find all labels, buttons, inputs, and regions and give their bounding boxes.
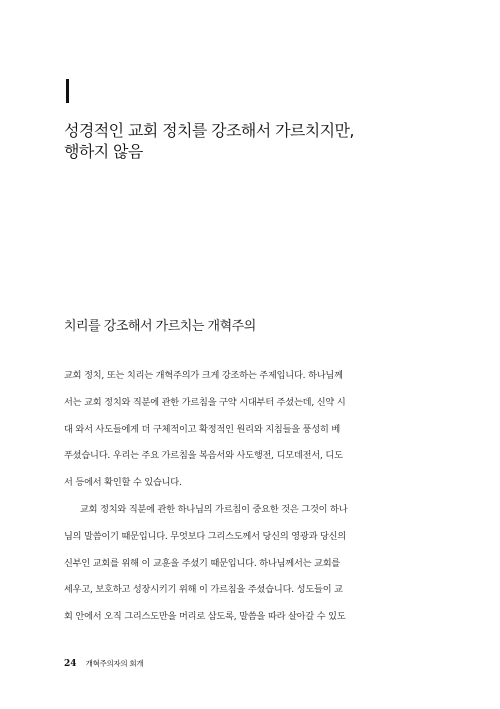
body-line-indented: 교회 정치와 직분에 관한 하나님의 가르침이 중요한 것은 그것이 하나 (80, 503, 348, 515)
body-line: 서 등에서 확인할 수 있습니다. (64, 477, 182, 489)
body-line: 세우고, 보호하고 성장시키기 위해 이 가르침을 주셨습니다. 성도들이 교 (64, 584, 343, 596)
page-footer (64, 651, 143, 670)
running-title: 개혁주의자의 회개 (85, 659, 144, 668)
body-text (64, 367, 426, 635)
section-heading: 치리를 강조해서 가르치는 개혁주의 (64, 319, 256, 334)
body-line: 서는 교회 정치와 직분에 관한 가르침을 구약 시대부터 주셨는데, 신약 시 (64, 396, 346, 408)
body-line: 대 와서 사도들에게 더 구체적이고 확정적인 원리와 지침들을 풍성히 베 (64, 423, 341, 435)
chapter-title (64, 120, 444, 162)
page-number: 24 (64, 659, 77, 669)
chapter-title-line: 성경적인 교회 정치를 강조해서 가르치지만, (64, 121, 354, 140)
body-line: 푸셨습니다. 우리는 주요 가르침을 복음서와 사도행전, 디모데전서, 디도 (64, 450, 343, 462)
body-line: 님의 말씀이기 때문입니다. 무엇보다 그리스도께서 당신의 영광과 당신의 (64, 530, 347, 542)
body-line: 회 안에서 오직 그리스도만을 머리로 삼도록, 말씀을 따라 살아갈 수 있도 (64, 611, 346, 623)
chapter-marker-bar (66, 79, 69, 103)
chapter-title-line: 행하지 않음 (64, 142, 143, 161)
body-line: 교회 정치, 또는 치리는 개혁주의가 크게 강조하는 주제입니다. 하나님께 (64, 370, 343, 381)
body-line: 신부인 교회를 위해 이 교훈을 주셨기 때문입니다. 하나님께서는 교회를 (64, 557, 341, 569)
